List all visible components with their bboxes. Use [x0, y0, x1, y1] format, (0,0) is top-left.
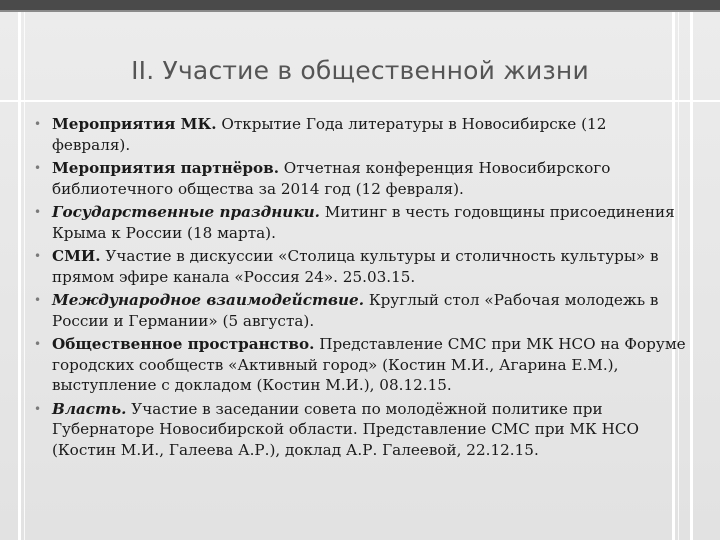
bullet-icon: • [34, 205, 42, 219]
item-heading: Общественное пространство. [52, 335, 315, 353]
list-item [28, 334, 688, 396]
item-text: Открытие Года литературы в Новосибирске (12 февраля). [52, 115, 607, 154]
list-item [28, 246, 688, 287]
item-text: Участие в заседании совета по молодёжной политике при Губернаторе Новосибирской области. Представление СМС при МК НСО (Костин М.И., Галеева А.Р.), доклад А.Р. Галеевой, 22.12.15. [52, 399, 639, 459]
item-heading: СМИ. [52, 247, 101, 265]
bullet-icon: • [34, 401, 42, 416]
item-heading: Мероприятия партнёров. [52, 159, 279, 177]
decorative-line [18, 12, 21, 540]
bullet-icon: • [34, 117, 42, 131]
item-heading: Государственные праздники. [52, 203, 320, 221]
list-item [28, 290, 688, 331]
title-divider [0, 100, 720, 102]
item-text: Представление СМС при МК НСО на Форуме городских сообществ «Активный город» (Костин М.И., Агарина Е.М.), выступление с докладом (Костин М.И.), 08.12.15. [52, 335, 686, 394]
list-item [28, 202, 688, 243]
item-text: Участие в дискуссии «Столица культуры и столичность культуры» в прямом эфире канала «Россия 24». 25.03.15. [52, 247, 659, 286]
bullet-list [28, 114, 688, 463]
list-item [28, 114, 688, 155]
decorative-line [24, 12, 25, 540]
bullet-icon: • [34, 249, 42, 263]
item-heading: Власть. [52, 399, 127, 418]
list-item [28, 158, 688, 199]
item-heading: Мероприятия МК. [52, 115, 217, 133]
bullet-icon: • [34, 337, 42, 351]
slide-title: II. Участие в общественной жизни [131, 56, 589, 85]
list-item [28, 399, 688, 461]
item-text: Круглый стол «Рабочая молодежь в России и Германии» (5 августа). [52, 291, 659, 330]
top-bar-accent [0, 10, 720, 12]
bullet-icon: • [34, 161, 42, 175]
bullet-icon: • [34, 293, 42, 307]
item-text: Митинг в честь годовщины присоединения Крыма к России (18 марта). [52, 203, 675, 242]
item-text: Отчетная конференция Новосибирского библиотечного общества за 2014 год (12 февраля). [52, 159, 611, 198]
decorative-line [690, 12, 693, 540]
item-heading: Международное взаимодействие. [52, 291, 364, 309]
top-bar [0, 0, 720, 10]
